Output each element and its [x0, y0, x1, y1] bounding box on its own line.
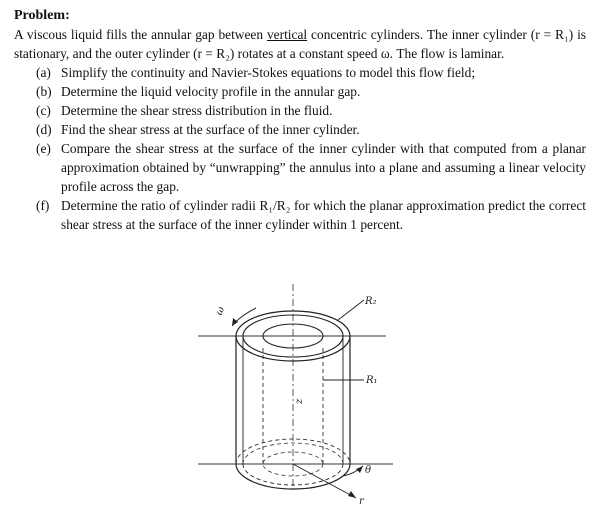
r2-label: R₂ — [365, 296, 377, 307]
theta-label: θ — [365, 465, 372, 476]
problem-part-a — [14, 63, 586, 82]
problem-part-c — [14, 101, 586, 120]
part-text: Compare the shear stress at the surface of the inner cylinder with that computed from a planar approximation obtained by “unwrapping” the annulus into a plane and assuming a linear velocity profile across the gap. — [61, 141, 586, 194]
r-axis-arrow — [348, 491, 356, 498]
part-label: (b) — [36, 84, 52, 99]
r-axis — [293, 464, 356, 498]
problem-heading: Problem: — [14, 8, 70, 23]
intro-text-end: concentric cylinders. The inner cylinder (r = R₁) is stationary, and the outer cylinder (r = R₂) rotates at a constant speed ω. The flow is laminar. — [14, 27, 587, 61]
problem-parts-list — [14, 63, 586, 234]
part-text: Simplify the continuity and Navier-Stokes equations to model this flow field; — [61, 65, 476, 80]
omega-arrow-head — [232, 318, 238, 326]
r1-label: R₁ — [366, 375, 378, 386]
concentric-cylinders-figure — [198, 268, 418, 508]
part-text: Determine the ratio of cylinder radii R₁/R₂ for which the planar approximation predict the correct shear stress at the surface of the inner cylinder within 1 percent. — [61, 198, 586, 232]
problem-part-b — [14, 82, 586, 101]
theta-arrow-head — [356, 466, 363, 473]
part-label: (d) — [36, 122, 52, 137]
part-text: Determine the liquid velocity profile in the annular gap. — [61, 84, 361, 99]
part-label: (c) — [36, 103, 51, 118]
part-text: Find the shear stress at the surface of the inner cylinder. — [61, 122, 360, 137]
part-label: (f) — [36, 198, 50, 213]
problem-part-d — [14, 120, 586, 139]
problem-document — [14, 6, 586, 234]
problem-part-e — [14, 139, 586, 196]
r2-leader — [338, 300, 364, 320]
r-label: r — [359, 496, 364, 507]
problem-part-f — [14, 196, 586, 234]
cylinders-diagram — [198, 268, 418, 508]
part-text: Determine the shear stress distribution in the fluid. — [61, 103, 333, 118]
omega-label: ω — [213, 305, 228, 317]
intro-underlined-word: vertical — [266, 27, 308, 42]
part-label: (a) — [36, 65, 51, 80]
part-label: (e) — [36, 141, 51, 156]
problem-intro — [14, 25, 586, 63]
intro-text-start: A viscous liquid fills the annular gap between — [14, 27, 267, 42]
z-label: z — [294, 398, 305, 404]
